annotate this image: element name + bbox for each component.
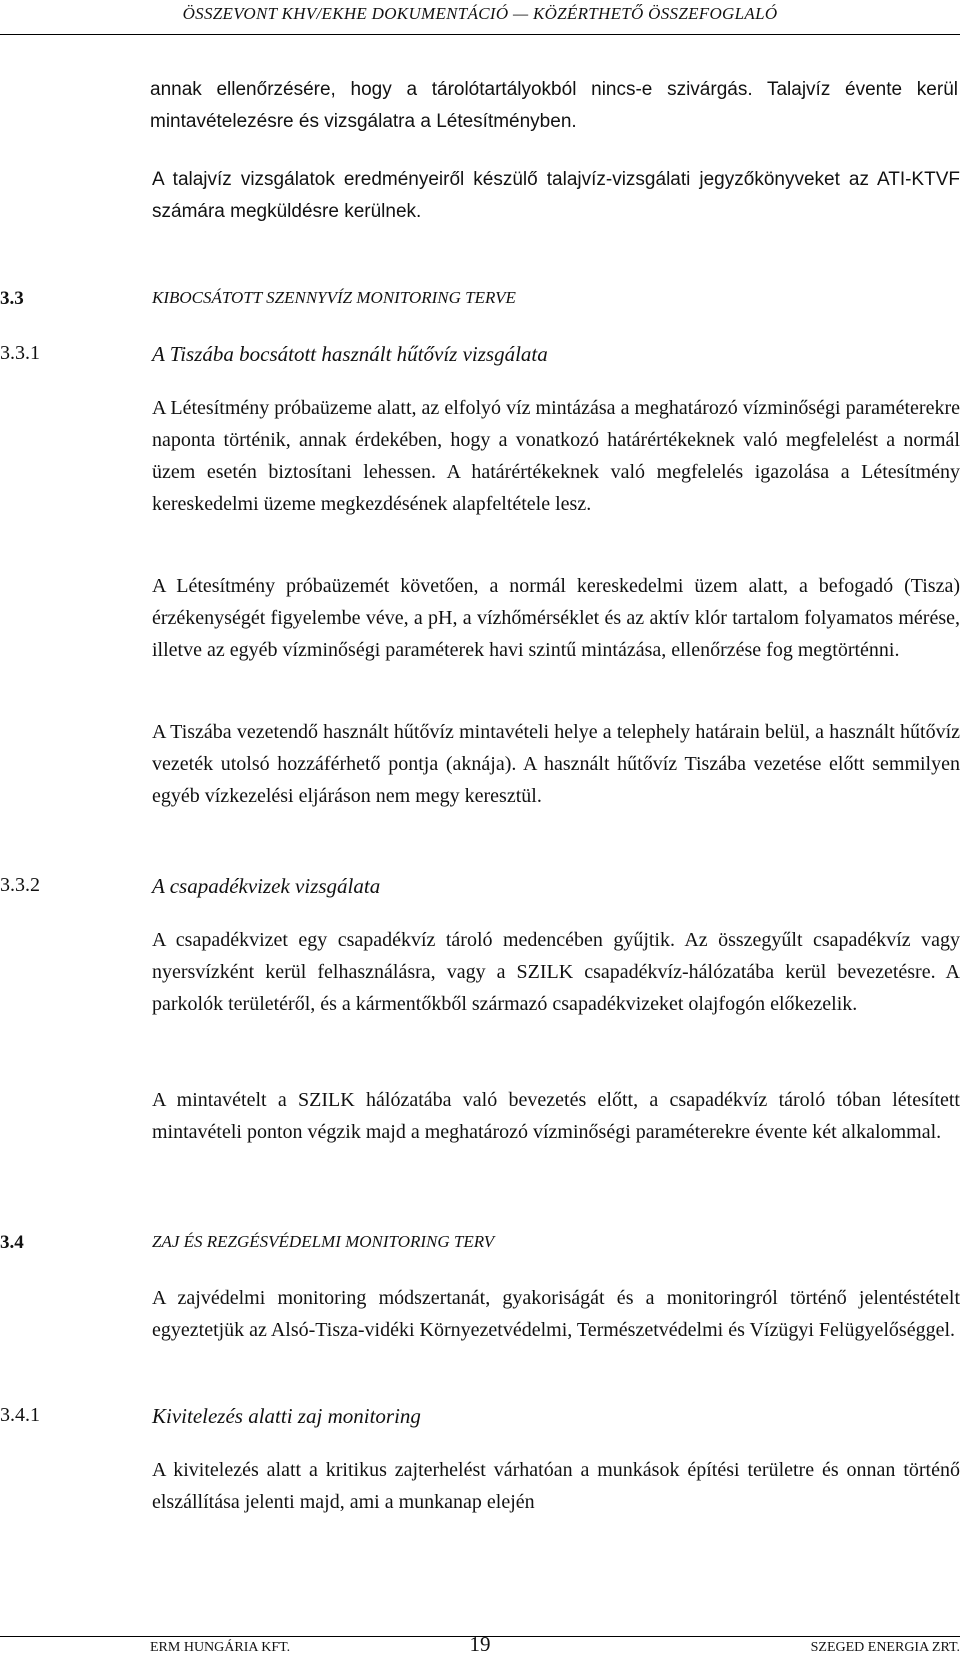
- footer-company-right: SZEGED ENERGIA ZRT.: [810, 1640, 960, 1655]
- paragraph-groundwater-reports: A talajvíz vizsgálatok eredményeiről készülő talajvíz-vizsgálati jegyzőkönyveket az ATI-KTVF számára megküldésre kerülnek.: [152, 169, 960, 222]
- section-title: KIBOCSÁTOTT SZENNYVÍZ MONITORING TERVE: [152, 288, 516, 307]
- footer-company-left: ERM HUNGÁRIA KFT.: [150, 1640, 291, 1655]
- paragraph-construction-noise: A kivitelezés alatt a kritikus zajterhelést várhatóan a munkások építési területre és onnan történő elszállítása jelenti majd, ami a munkanap elején: [152, 1459, 960, 1513]
- section-heading-3-3-2: [0, 874, 960, 902]
- section-number: 3.3: [0, 288, 24, 309]
- section-number: 3.4: [0, 1232, 24, 1253]
- section-title: A csapadékvizek vizsgálata: [152, 874, 381, 898]
- section-number: 3.4.1: [0, 1404, 40, 1426]
- section-title: A Tiszába bocsátott használt hűtővíz vizsgálata: [152, 342, 548, 366]
- page-number: 19: [469, 1632, 491, 1656]
- section-heading-3-3: [0, 288, 960, 316]
- section-number: 3.3.1: [0, 342, 40, 364]
- header-rule: [0, 34, 960, 35]
- paragraph-rainwater-collection: A csapadékvizet egy csapadékvíz tároló medencében gyűjtik. Az összegyűlt csapadékvíz vagy nyersvízként kerül felhasználásra, vagy a SZILK csapadékvíz-hálózatába kerül bevezetésre. A parkolók területéről, és a kármentőkből származó csapadékvizeket olajfogón előkezelik.: [152, 929, 960, 1015]
- section-title: ZAJ ÉS REZGÉSVÉDELMI MONITORING TERV: [152, 1232, 495, 1251]
- section-heading-3-4-1: [0, 1404, 960, 1432]
- section-heading-3-3-1: [0, 342, 960, 370]
- paragraph-trial-operation: A Létesítmény próbaüzeme alatt, az elfolyó víz mintázása a meghatározó vízminőségi paraméterekre naponta történik, annak érdekében, hogy a vonatkozó határértékeknek való megfelelést a normál üzem esetén biztosítani lehessen. A határértékeknek való megfelelés igazolása a Létesítmény kereskedelmi üzeme megkezdésének alapfeltétele lesz.: [152, 397, 960, 515]
- section-title: Kivitelezés alatti zaj monitoring: [152, 1404, 421, 1428]
- section-number: 3.3.2: [0, 874, 40, 896]
- section-heading-3-4: [0, 1232, 960, 1260]
- paragraph-sampling-point: A Tiszába vezetendő használt hűtővíz mintavételi helye a telephely határain belül, a használt hűtővíz vezeték utolsó hozzáférhető pontja (aknája). A használt hűtővíz Tiszába vezetése előtt semmilyen egyéb vízkezelési eljáráson nem megy keresztül.: [152, 721, 960, 807]
- paragraph-groundwater-leak: annak ellenőrzésére, hogy a tárolótartályokból nincs-e szivárgás. Talajvíz évente kerül mintavételezésre és vizsgálatra a Létesítményben.: [150, 79, 958, 132]
- paragraph-noise-monitoring: A zajvédelmi monitoring módszertanát, gyakoriságát és a monitoringról történő jelentéstételt egyeztetjük az Alsó-Tisza-vidéki Környezetvédelmi, Természetvédelmi és Vízügyi Felügyelőséggel.: [152, 1287, 960, 1341]
- paragraph-normal-operation: A Létesítmény próbaüzemét követően, a normál kereskedelmi üzem alatt, a befogadó (Tisza) érzékenységét figyelembe véve, a pH, a vízhőmérséklet és az aktív klór tartalom folyamatos mérése, illetve az egyéb vízminőségi paraméterek havi szintű mintázása, ellenőrzése fog megtörténni.: [152, 575, 960, 661]
- paragraph-rainwater-sampling: A mintavételt a SZILK hálózatába való bevezetés előtt, a csapadékvíz tároló tóban létesített mintavételi ponton végzik majd a meghatározó vízminőségi paraméterekre évente két alkalommal.: [152, 1089, 960, 1143]
- running-header: ÖSSZEVONT KHV/EKHE DOKUMENTÁCIÓ — KÖZÉRTHETŐ ÖSSZEFOGLALÓ: [182, 4, 778, 23]
